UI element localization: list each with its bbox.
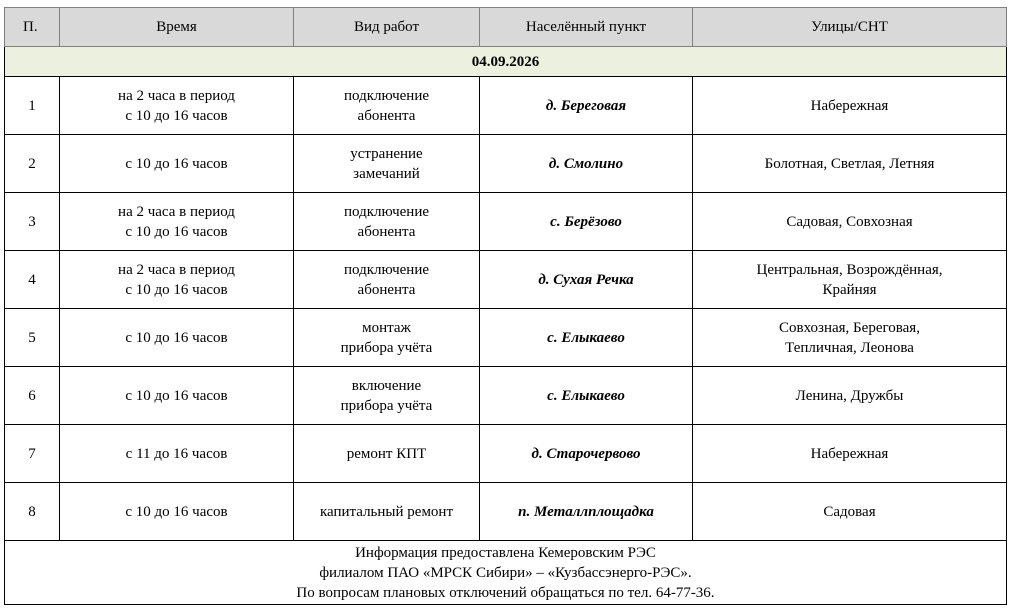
row-work: монтаж прибора учёта [294, 309, 480, 367]
footer-note: Информация предоставлена Кемеровским РЭС филиалом ПАО «МРСК Сибири» – «Кузбассэнерго-РЭС». По вопросам плановых отключений обращаться по тел. 64-77-36. [5, 541, 1007, 605]
header-time: Время [60, 8, 294, 47]
row-time: с 10 до 16 часов [60, 483, 294, 541]
row-locality: с. Берёзово [480, 193, 693, 251]
row-work: устранение замечаний [294, 135, 480, 193]
row-streets: Ленина, Дружбы [693, 367, 1007, 425]
row-time: на 2 часа в период с 10 до 16 часов [60, 251, 294, 309]
row-num: 7 [5, 425, 60, 483]
header-locality: Населённый пункт [480, 8, 693, 47]
footer-row [5, 541, 1007, 605]
row-num: 6 [5, 367, 60, 425]
header-streets: Улицы/СНТ [693, 8, 1007, 47]
row-locality: д. Смолино [480, 135, 693, 193]
row-streets: Набережная [693, 77, 1007, 135]
table-row [5, 425, 1007, 483]
header-work: Вид работ [294, 8, 480, 47]
row-locality: п. Металлплощадка [480, 483, 693, 541]
row-work: подключение абонента [294, 193, 480, 251]
date-row [5, 47, 1007, 77]
table-row [5, 367, 1007, 425]
row-streets: Болотная, Светлая, Летняя [693, 135, 1007, 193]
row-time: с 11 до 16 часов [60, 425, 294, 483]
row-num: 4 [5, 251, 60, 309]
row-num: 1 [5, 77, 60, 135]
table-row [5, 77, 1007, 135]
row-num: 3 [5, 193, 60, 251]
row-num: 5 [5, 309, 60, 367]
table-row [5, 483, 1007, 541]
table-row [5, 193, 1007, 251]
row-work: ремонт КПТ [294, 425, 480, 483]
row-locality: с. Елыкаево [480, 309, 693, 367]
row-streets: Набережная [693, 425, 1007, 483]
table-row [5, 251, 1007, 309]
header-row [5, 8, 1007, 47]
row-time: с 10 до 16 часов [60, 135, 294, 193]
row-work: капитальный ремонт [294, 483, 480, 541]
table-row [5, 135, 1007, 193]
table-row [5, 309, 1007, 367]
row-num: 8 [5, 483, 60, 541]
row-work: подключение абонента [294, 77, 480, 135]
row-locality: с. Елыкаево [480, 367, 693, 425]
row-work: подключение абонента [294, 251, 480, 309]
date-cell: 04.09.2026 [5, 47, 1007, 77]
row-streets: Центральная, Возрождённая, Крайняя [693, 251, 1007, 309]
row-streets: Совхозная, Береговая, Тепличная, Леонова [693, 309, 1007, 367]
row-locality: д. Сухая Речка [480, 251, 693, 309]
row-locality: д. Береговая [480, 77, 693, 135]
row-work: включение прибора учёта [294, 367, 480, 425]
row-time: с 10 до 16 часов [60, 309, 294, 367]
header-num: П. [5, 8, 60, 47]
row-time: с 10 до 16 часов [60, 367, 294, 425]
row-streets: Садовая [693, 483, 1007, 541]
row-locality: д. Старочервово [480, 425, 693, 483]
row-num: 2 [5, 135, 60, 193]
row-streets: Садовая, Совхозная [693, 193, 1007, 251]
outage-schedule-table [4, 7, 1007, 605]
row-time: на 2 часа в период с 10 до 16 часов [60, 77, 294, 135]
row-time: на 2 часа в период с 10 до 16 часов [60, 193, 294, 251]
